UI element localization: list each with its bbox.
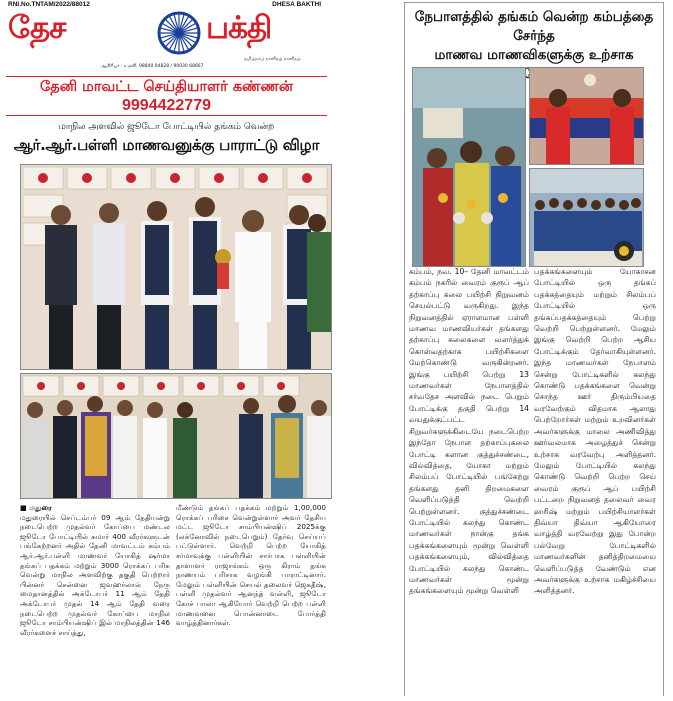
registration-number: RNI.No.TNTAM/2022/88012 <box>8 1 90 8</box>
reporter-title: தேனி மாவட்ட செய்தியாளர் கண்ணன் <box>40 79 293 95</box>
tagline: தமிழ்நாடு நாளிதழ் நாளிதழ் <box>244 57 301 62</box>
left-article-column-2: மீண்டும் தங்கப் பதக்கம் மற்றும் 1,00,000 ரொக்கப் பரிசை வென்றுள்ளார் அவர் தேசிய மட்ட ஜூடோ சாம்பியன்ஷிப் 2025க்கு (லக்னோவில் நடைபெறும்) தேர்வு செய்யப் பட்டுள்ளார். வெற்றி பெற்ற யோகித் சர்மாவுக்கு பள்ளியின் சார்பாக பள்ளியின் தாளாளர் ராஜாங்கம் ஒரு கிராம் தங்க நாணயம் பரிசாக வழங்கி பாராட்டினார். மேலும் பள்ளியின் செயல் தலைவர் ஜெகதீஷ், பள்ளி முதல்வர் ஆனந்த் வள்ளி, ஜூடோ கோச் பாலா ஆகியோர் வெற்றி பெற்ற பள்ளி மாணவனை பொன்னாடை போர்த்தி வாழ்த்தினார்கள். <box>176 503 326 628</box>
right-article-title-line2: மாணவ மாணவிகளுக்கு உற்சாக <box>434 47 634 63</box>
address-line: ஆசிரியர் : உதவி. 98840 04828 / 90030 68667 <box>101 64 204 69</box>
left-article-column-1 <box>20 503 170 637</box>
right-clip-border-left <box>404 2 405 696</box>
dateline-text: மதுரை <box>29 503 52 512</box>
left-article-dateline: ■ மதுரை <box>20 503 52 512</box>
right-article-header <box>404 2 664 64</box>
brand-english: DHESA BAKTHI <box>272 1 321 8</box>
right-article-column-2: பதக்கங்களையும் யோகாசன போட்டியில் ஒரு தங்கப் பதக்கத்தையும் மற்றும் சிலம்பப் போட்டியில் ஒரு தங்கப்பதக்கத்தையும் பெற்று வெற்றி பெற்றுள்ளனர். மேலும் இங்கு வெற்றி பெற்ற ஆசிய போட்டிக்கும் தேர்வாகியுள்ளனர். இந்த மாணவர்கள் நேபாளம் சென்று போட்டிகளில் கலந்து கொண்டு பதக்கங்களை வென்று சொந்த ஊர் திரும்பியதை வரவேற்கும் விதமாக ஆலாது பெற்றோர்கள் மற்றும் உறவினர்கள் அவர்களுக்கு மாலை அணிவித்து ஊர்வலமாக அழைத்துச் சென்று உற்சாக வரவேற்பு அளித்தனர். மேலும் போட்டியில் கலந்து கொண்டு வெற்றி பெற்ற செய் வைரம் குரூப் ஆப் பயிற்சி பட்டறை நிறுவனத் தலைவர் வைர ஹரிஷ் மற்றும் பயிற்சியாளர்கள் திவ்யா திவ்யா ஆகியோரை வாழ்த்தி வரவேற்று இது போன்ற பல்வேறு போட்டிகளில் மாணவர்களின் தனித்திறமையை வெளிப்படுத்த வேண்டும் என அவர்களுக்கு உற்சாக மகிழ்ச்சியை அளித்தனர். <box>534 267 656 596</box>
right-article-column-1: கம்பம், நவ. 10– தேனி மாவட்டம் கம்பம் நகரில் வைரம் குரூப் ஆப் தற்காப்பு கலை பயிற்சி நிறுவனம் செயல்பட்டு வருகிறது. இந்த நிறுவனத்தில் ஏராளமான பள்ளி மாணவ மாணவியர்கள் தங்களது தற்காப்பு கலைகளை வளர்த்துக் கொள்வதற்காக பயிற்சிகளை மேற்கொண்டு வருகின்றனர். இங்கு பயிற்சி பெற்று 13 மாணவர்கள் நேபாளத்தில் சர்வதேச அளவில் நடை பெறும் போட்டிக்கு தகுதி பெற்று 14 வயதுக்குட்பட்ட சிறுவர்களுக்கிடையே நடைபெற்ற இந்தோ நேபாள தற்காப்புகலை போட்டி களான குத்துச்சண்டை, வில்வித்தை, யோகா மற்றும் சிலம்பப் போட்டியில் பங்கேற்று தங்களது தனி திறமைகளை வெளிப்படுத்தி வெற்றி பெற்றுள்ளனர். குத்துச்சண்டை போட்டியில் கலந்து கொண்ட மாணவர்கள் நான்கு தங்க பதக்கங்களையும் மூன்று வெள்ளி பதக்கங்களையும், வில்வித்தை போட்டியில் கலந்து கொண்ட மாணவர்கள் மூன்று தங்கங்களையும் மூன்று வெள்ளி <box>409 267 529 596</box>
right-clip-border-right <box>663 2 664 696</box>
left-article-kicker: மாநில அளவில் ஜூடோ போட்டியில் தங்கம் வென்ற <box>58 122 275 132</box>
medal-winners-photo <box>412 67 526 267</box>
reporter-banner <box>6 76 327 116</box>
masthead <box>6 0 327 74</box>
left-article-body-1: மதுரையில் செப்டம்பர் 09 ஆம் தேதியன்று நடைபெற்ற முதல்வர் கோப்பை மண்டல ஜூடோ போட்டியில் சுமார் 400 வீரர்களுடன் பங்கேற்றனர் அதில் தேனி மாவட்டம் கம்பம் ஆர்.ஆர்.பள்ளி மாணவர் யோகித் ஷர்மா தங்கப் பதக்கம் மற்றும் 3000 ரொக்கப் பரிசு வென்று மாநில அளவிற்கு தகுதி பெற்றார் பின்னர் சென்னை ஜவஹர்லால் நேரு மைதானத்தில் அக்டோபர் 11 ஆம் தேதி அக்டோபர் முதல் 14 ஆம் தேதி வரை நடைபெற்ற முதல்வர் கோப்பை மாநில ஜூடோ சாம்பியன்ஷிப் இல் மாநிலத்தின் 146 வீரர்களைச் சாய்த்து, <box>20 512 170 637</box>
ashoka-chakra-icon <box>156 10 202 56</box>
newspaper-title-right: பக்தி <box>206 10 272 46</box>
left-article-headline: ஆர்.ஆர்.பள்ளி மாணவனுக்கு பாராட்டு விழா <box>13 136 320 154</box>
felicitation-photo <box>20 373 332 499</box>
boxer-with-flag-photo <box>529 67 644 165</box>
right-article-title-line1: நேபாளத்தில் தங்கம் வென்ற கம்பத்தை சேர்ந்த <box>414 9 654 44</box>
award-ceremony-photo <box>20 164 332 370</box>
newspaper-title-left: தேச <box>8 10 66 46</box>
reporter-phone: 9994422779 <box>122 97 211 114</box>
team-group-photo <box>529 168 644 267</box>
